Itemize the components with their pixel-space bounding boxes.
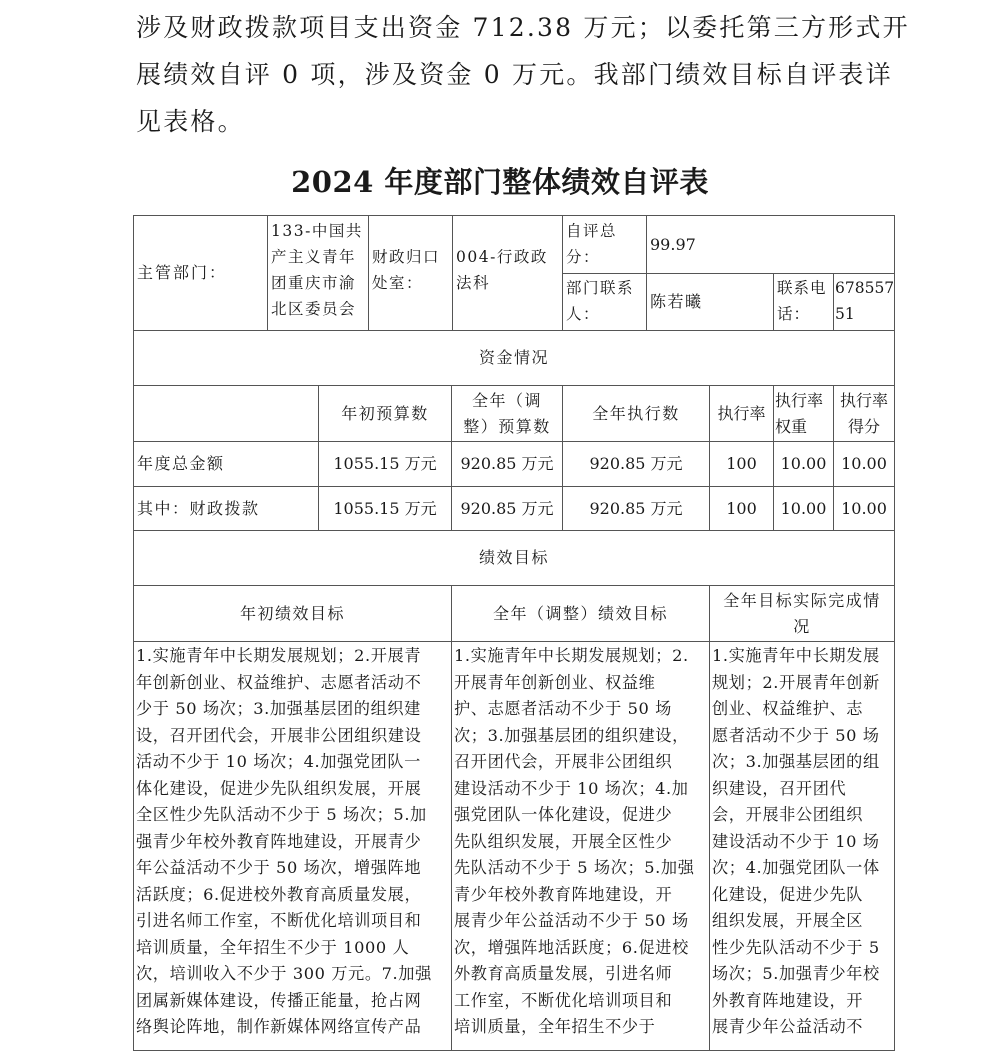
- dept-value-line: 北区委员会: [271, 300, 357, 318]
- funds-cell-adjusted-text: 920.85 万元: [460, 498, 554, 518]
- funds-cell-rate-weight-text: 10.00: [780, 498, 827, 518]
- goal-line: 化建设，促进少先队: [712, 884, 864, 904]
- goal-line: 络舆论阵地，制作新媒体网络宣传产品: [136, 1017, 422, 1036]
- goal-line: 次，增强阵地活跃度；6.促进校: [454, 937, 689, 957]
- goal-line: 会，开展非公团组织: [712, 805, 864, 824]
- goal-line: 召开团代会，开展非公团组织: [454, 752, 673, 771]
- goal-line: 工作室，不断优化培训项目和: [454, 990, 673, 1010]
- funds-cell-rate-text: 100: [726, 454, 757, 473]
- goal-line: 全区性少先队活动不少于 5 场次；5.加: [136, 805, 427, 824]
- funds-cell-adjusted-text: 920.85 万元: [460, 454, 554, 473]
- goal-line: 护、志愿者活动不少于 50 场: [454, 699, 672, 718]
- dept-value-line: 团重庆市渝: [271, 274, 357, 292]
- goal-line: 次；3.加强基层团的组织建设，: [454, 725, 689, 745]
- funds-row-label-text: 其中：财政拨款: [137, 498, 260, 518]
- funds-header-initial-budget-text: 年初预算数: [341, 403, 429, 423]
- intro-line: 见表格。: [136, 107, 245, 136]
- funds-header-rate-score-line: 得分: [847, 416, 880, 436]
- goal-line: 1.实施青年中长期发展规划；2.: [454, 646, 689, 665]
- funds-row-label-text: 年度总金额: [137, 454, 225, 473]
- goal-line: 培训质量，全年招生不少于: [454, 1017, 656, 1036]
- contact-label-line: 部门联系: [566, 279, 635, 297]
- goal-line: 先队活动不少于 5 场次；5.加强: [454, 858, 695, 877]
- funds-section-title: [134, 331, 894, 385]
- goals-header-initial: [134, 586, 451, 641]
- funds-header-rate-score: [834, 386, 894, 441]
- goal-line: 展青少年公益活动不: [712, 1017, 864, 1036]
- goal-line: 外教育阵地建设，开: [712, 990, 864, 1010]
- finance-office-value-line: 法科: [456, 274, 491, 292]
- funds-cell-adjusted: [452, 487, 562, 530]
- goal-line: 规划；2.开展青年创新: [712, 672, 880, 692]
- intro-paragraph: [136, 4, 910, 145]
- goals-header-initial-text: 年初绩效目标: [239, 603, 345, 623]
- intro-line: 涉及财政拨款项目支出资金 712.38 万元；以委托第三方形式开: [136, 13, 910, 42]
- funds-header-rate: [710, 386, 773, 441]
- funds-cell-initial-text: 1055.15 万元: [333, 498, 437, 518]
- funds-row-label: [134, 487, 318, 530]
- goal-line: 场次；5.加强青少年校: [712, 964, 880, 983]
- table-title: 2024 年度部门整体绩效自评表: [291, 165, 709, 199]
- funds-cell-rate-score: [834, 487, 894, 530]
- dept-label: [134, 216, 267, 330]
- contact-value-text: 陈若曦: [650, 292, 703, 311]
- funds-cell-initial: [319, 442, 451, 486]
- funds-header-rate-weight-line: 执行率: [775, 390, 824, 410]
- goals-header-adjusted: [452, 586, 709, 641]
- dept-label-text: 主管部门：: [137, 263, 228, 282]
- funds-header-adjusted-line: 整）预算数: [463, 416, 551, 436]
- goal-line: 次，培训收入不少于 300 万元。7.加强: [136, 964, 432, 983]
- goal-line: 引进名师工作室，不断优化培训项目和: [136, 911, 422, 930]
- goals-header-actual-line: 况: [793, 616, 811, 636]
- goal-line: 活跃度；6.促进校外教育高质量发展，: [136, 884, 422, 904]
- goals-adjusted-content: [452, 643, 709, 1050]
- funds-row-label: [134, 442, 318, 486]
- goal-line: 展青少年公益活动不少于 50 场: [454, 911, 689, 930]
- goal-line: 外教育高质量发展，引进名师: [454, 964, 673, 983]
- phone-label: [774, 275, 833, 330]
- goals-actual-content: [710, 643, 894, 1050]
- funds-cell-executed: [563, 487, 709, 530]
- funds-header-adjusted-line: 全年（调: [471, 390, 542, 410]
- goal-line: 次；4.加强党团队一体: [712, 858, 880, 877]
- finance-office-value-line: 004-行政政: [456, 248, 548, 266]
- finance-office-label-line: 处室：: [372, 274, 424, 292]
- goal-line: 年创新创业、权益维护、志愿者活动不: [136, 672, 422, 692]
- phone-label-line: 话：: [777, 305, 811, 323]
- phone-value-line: 678557: [835, 279, 894, 297]
- goals-section-title-text: 绩效目标: [478, 548, 549, 567]
- goal-line: 年公益活动不少于 50 场次，增强阵地: [136, 858, 422, 877]
- contact-label: [563, 275, 646, 330]
- funds-cell-rate-weight: [774, 487, 833, 530]
- goal-line: 建设活动不少于 10 场次；4.加: [454, 778, 689, 798]
- goal-line: 培训质量，全年招生不少于 1000 人: [136, 937, 410, 957]
- goal-line: 织建设，召开团代: [712, 778, 847, 798]
- score-value-text: 99.97: [650, 234, 696, 254]
- goal-line: 开展青年创新创业、权益维: [454, 672, 656, 692]
- contact-value: [647, 274, 773, 330]
- goal-line: 1.实施青年中长期发展: [712, 646, 880, 665]
- funds-header-rate-text: 执行率: [717, 403, 766, 423]
- funds-cell-rate-weight: [774, 442, 833, 486]
- finance-office-value: [453, 244, 562, 304]
- funds-cell-initial: [319, 487, 451, 530]
- funds-cell-initial-text: 1055.15 万元: [333, 454, 437, 473]
- funds-cell-rate: [710, 487, 773, 530]
- phone-value-line: 51: [835, 305, 855, 323]
- goal-line: 活动不少于 10 场次；4.加强党团队一: [136, 752, 421, 771]
- score-label-line: 自评总: [566, 222, 618, 240]
- funds-cell-rate-score-text: 10.00: [841, 498, 887, 518]
- goal-line: 少于 50 场次；3.加强基层团的组织建: [136, 699, 421, 718]
- goal-line: 组织发展，开展全区: [712, 911, 864, 930]
- goal-line: 团属新媒体建设，传播正能量，抢占网: [136, 990, 422, 1010]
- funds-header-adjusted-budget: [452, 386, 562, 441]
- funds-cell-rate-score: [834, 442, 894, 486]
- goal-line: 体化建设，促进少先队组织发展，开展: [136, 778, 422, 798]
- funds-header-rate-weight: [774, 386, 833, 441]
- funds-cell-rate-text: 100: [726, 498, 757, 518]
- funds-header-rate-score-line: 执行率: [839, 390, 888, 410]
- funds-header-executed-text: 全年执行数: [592, 403, 680, 423]
- goal-line: 设，召开团代会，开展非公团组织建设: [136, 725, 422, 745]
- funds-cell-rate-weight-text: 10.00: [780, 454, 827, 473]
- score-label: [563, 218, 646, 273]
- funds-header-executed: [563, 386, 709, 441]
- goal-line: 1.实施青年中长期发展规划；2.开展青: [136, 646, 422, 665]
- goal-line: 愿者活动不少于 50 场: [712, 725, 880, 745]
- funds-cell-executed-text: 920.85 万元: [589, 454, 683, 473]
- funds-cell-rate-score-text: 10.00: [841, 454, 887, 473]
- score-label-line: 分：: [566, 248, 601, 266]
- goals-header-actual: [710, 586, 894, 641]
- funds-header-rate-weight-line: 权重: [775, 416, 808, 436]
- goal-line: 青少年校外教育阵地建设，开: [454, 884, 673, 904]
- goal-line: 建设活动不少于 10 场: [712, 831, 880, 851]
- funds-cell-executed-text: 920.85 万元: [589, 498, 683, 518]
- goal-line: 先队组织发展，开展全区性少: [454, 831, 673, 851]
- funds-cell-adjusted: [452, 442, 562, 486]
- dept-value-line: 133-中国共: [271, 222, 363, 240]
- goal-line: 创业、权益维护、志: [712, 699, 864, 718]
- phone-value: [834, 275, 894, 330]
- finance-office-label-line: 财政归口: [372, 248, 441, 266]
- contact-label-line: 人：: [566, 305, 601, 323]
- funds-section-title-text: 资金情况: [478, 348, 549, 367]
- finance-office-label: [369, 244, 452, 304]
- goals-header-adjusted-text: 全年（调整）绩效目标: [492, 603, 668, 623]
- phone-label-line: 联系电: [777, 279, 827, 297]
- goals-initial-content: [134, 643, 451, 1050]
- goal-line: 性少先队活动不少于 5: [712, 937, 880, 957]
- goal-line: 强青少年校外教育阵地建设，开展青少: [136, 831, 422, 851]
- score-value: [647, 216, 894, 273]
- dept-value: [268, 218, 368, 330]
- funds-cell-rate: [710, 442, 773, 486]
- dept-value-line: 产主义青年: [271, 248, 357, 266]
- goals-section-title: [134, 531, 894, 585]
- goals-header-actual-line: 全年目标实际完成情: [723, 590, 881, 610]
- funds-cell-executed: [563, 442, 709, 486]
- goal-line: 次；3.加强基层团的组: [712, 752, 880, 771]
- goal-line: 强党团队一体化建设，促进少: [454, 805, 673, 824]
- funds-header-initial-budget: [319, 386, 451, 441]
- intro-line: 展绩效自评 0 项，涉及资金 0 万元。我部门绩效目标自评表详: [136, 60, 893, 89]
